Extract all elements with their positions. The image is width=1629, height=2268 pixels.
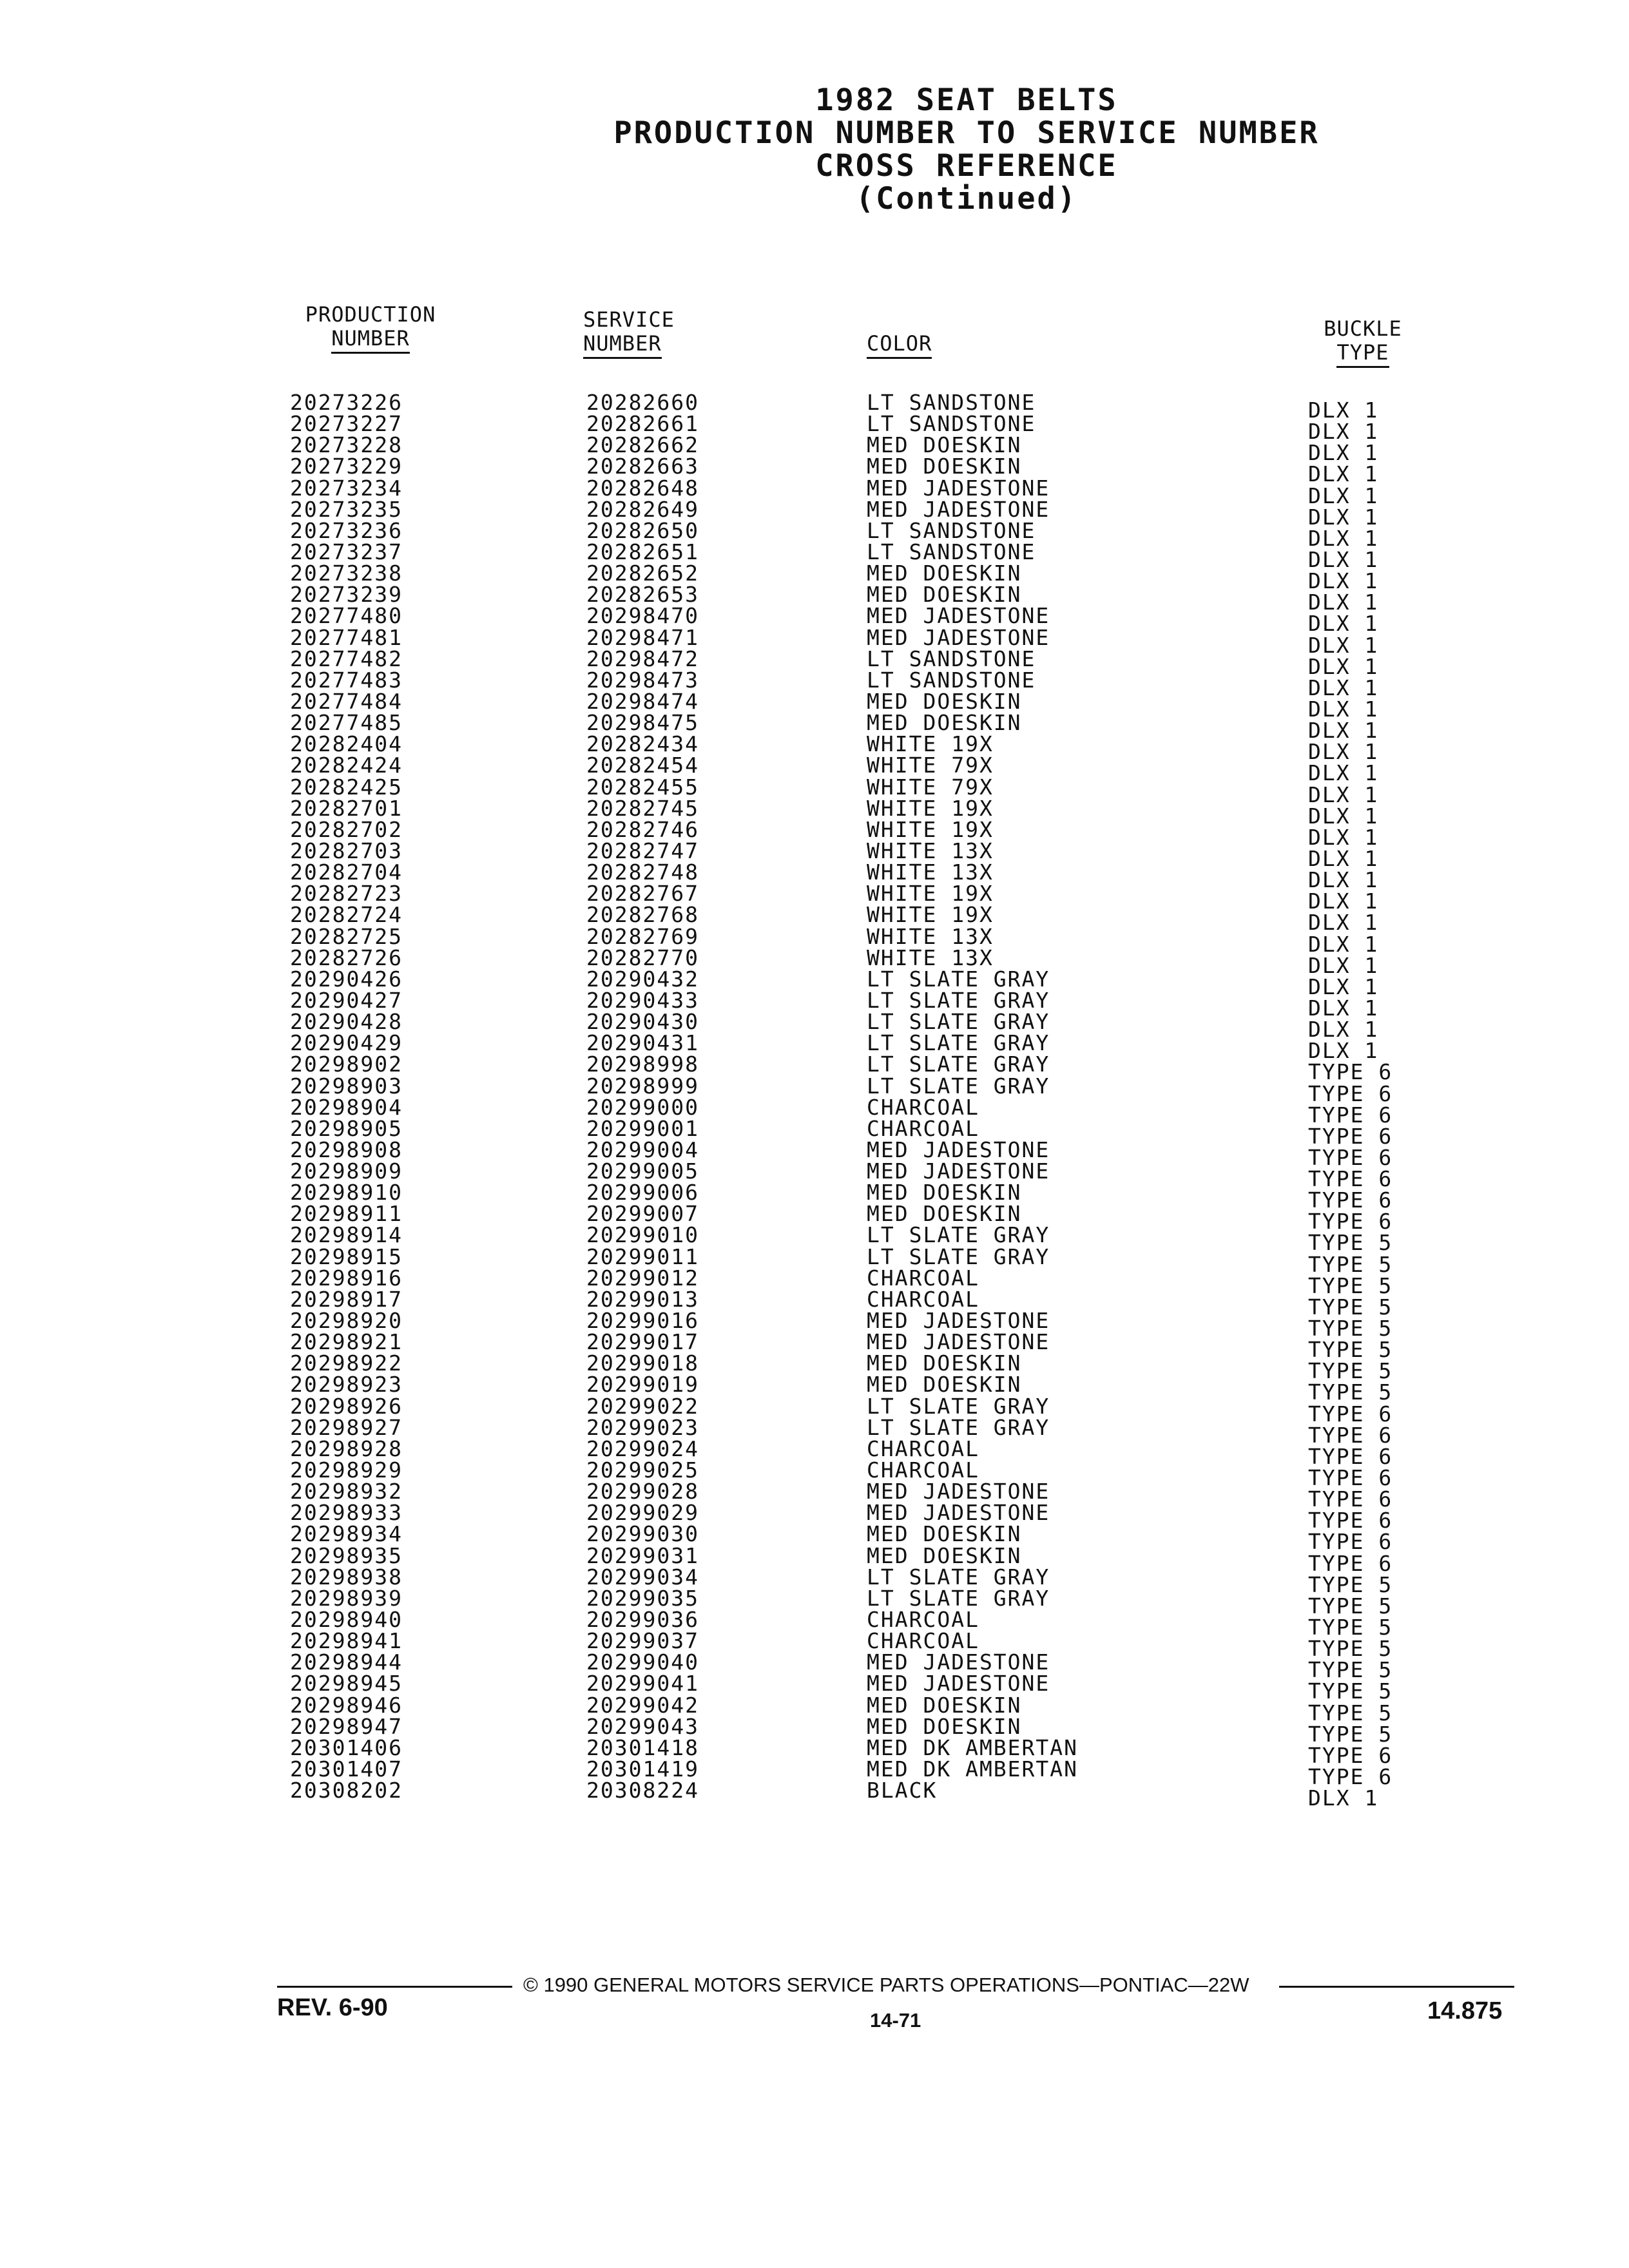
production-number-cell: 20282424 [290,753,403,778]
color-name-cell: MED JADESTONE [867,1671,1050,1696]
production-number-cell: 20273236 [290,517,403,543]
production-number-cell: 20301406 [290,1735,403,1760]
title-line-1: 1982 SEAT BELTS [815,82,1118,118]
service-number-cell: 20299023 [586,1414,699,1440]
color-name-cell: MED DOESKIN [867,1692,1022,1718]
service-number-cell: 20282648 [586,475,699,501]
production-number-cell: 20290427 [290,987,403,1013]
header-buckle [1305,317,1421,368]
service-number-cell: 20299004 [586,1137,699,1162]
service-number-cell: 20282661 [586,411,699,437]
buckle-type-cell: TYPE 5 [1308,1721,1393,1747]
production-number-cell: 20273226 [290,390,403,415]
buckle-type-cell: DLX 1 [1308,1017,1379,1043]
production-number-cell: 20282725 [290,923,403,949]
production-number-cell: 20298922 [290,1350,403,1376]
production-number-cell: 20282701 [290,795,403,821]
buckle-type-cell: DLX 1 [1308,760,1379,786]
service-number-cell: 20299043 [586,1713,699,1739]
production-number-cell: 20282404 [290,731,403,757]
buckle-type-cell: DLX 1 [1308,952,1379,978]
buckle-type-cell: DLX 1 [1308,867,1379,893]
color-name-cell: WHITE 19X [867,816,994,842]
color-name-cell: MED JADESTONE [867,1308,1050,1334]
production-number-cell: 20273239 [290,582,403,608]
buckle-type-cell: TYPE 6 [1308,1102,1393,1128]
service-number-cell: 20299042 [586,1692,699,1718]
buckle-type-cell: DLX 1 [1308,889,1379,914]
service-number-cell: 20299013 [586,1286,699,1312]
service-number-cell: 20282663 [586,454,699,479]
buckle-type-cell: TYPE 6 [1308,1123,1393,1149]
buckle-type-cell: DLX 1 [1308,1038,1379,1064]
production-number-cell: 20298903 [290,1073,403,1099]
production-number-cell: 20282425 [290,774,403,800]
title-line-4: (Continued) [855,181,1078,216]
service-number-cell: 20298471 [586,624,699,650]
service-number-column [586,392,699,1801]
footer-rule-left [277,1986,512,1988]
buckle-type-cell: TYPE 5 [1308,1294,1393,1320]
section-number: 14.875 [1427,1997,1503,2024]
buckle-type-cell: TYPE 5 [1308,1230,1393,1256]
service-number-cell: 20299035 [586,1585,699,1611]
service-number-cell: 20282769 [586,923,699,949]
production-number-cell: 20298915 [290,1244,403,1269]
service-number-cell: 20298475 [586,710,699,736]
service-number-cell: 20299017 [586,1329,699,1355]
service-number-cell: 20299001 [586,1115,699,1141]
buckle-type-cell: TYPE 6 [1308,1422,1393,1448]
production-number-cell: 20298909 [290,1158,403,1184]
production-number-cell: 20273238 [290,561,403,586]
service-number-cell: 20299022 [586,1393,699,1419]
production-number-cell: 20277482 [290,646,403,671]
service-number-cell: 20298472 [586,646,699,671]
color-name-cell: CHARCOAL [867,1628,979,1654]
copyright-text: © 1990 GENERAL MOTORS SERVICE PARTS OPERATIONS—PONTIAC—22W [523,1974,1249,1996]
service-number-cell: 20282745 [586,795,699,821]
buckle-type-cell: DLX 1 [1308,910,1379,936]
service-number-cell: 20282748 [586,860,699,885]
service-number-cell: 20282650 [586,517,699,543]
color-column [867,392,1078,1801]
color-name-cell: LT SLATE GRAY [867,1414,1050,1440]
color-name-cell: MED JADESTONE [867,1649,1050,1675]
color-name-cell: MED JADESTONE [867,1479,1050,1504]
buckle-type-cell: DLX 1 [1308,803,1379,829]
buckle-type-cell: DLX 1 [1308,782,1379,807]
header-production-line1: PRODUCTION [305,302,436,327]
color-name-cell: MED DK AMBERTAN [867,1756,1079,1782]
color-name-cell: MED JADESTONE [867,475,1050,501]
buckle-type-cell: TYPE 5 [1308,1593,1393,1619]
production-number-cell: 20298933 [290,1500,403,1526]
color-name-cell: LT SLATE GRAY [867,966,1050,992]
buckle-type-cell: TYPE 5 [1308,1700,1393,1725]
buckle-type-cell: DLX 1 [1308,653,1379,679]
footer-rule-right [1279,1986,1514,1988]
buckle-type-cell: TYPE 6 [1308,1144,1393,1170]
service-number-cell: 20282649 [586,496,699,522]
service-number-cell: 20298474 [586,688,699,714]
production-number-cell: 20298940 [290,1607,403,1633]
service-number-cell: 20299031 [586,1542,699,1568]
color-name-cell: LT SLATE GRAY [867,1585,1050,1611]
color-name-cell: MED DK AMBERTAN [867,1735,1079,1760]
header-color [867,332,996,359]
color-name-cell: LT SANDSTONE [867,411,1036,437]
service-number-cell: 20290430 [586,1009,699,1035]
service-number-cell: 20299034 [586,1564,699,1590]
service-number-cell: 20299010 [586,1222,699,1248]
buckle-type-cell: TYPE 5 [1308,1615,1393,1640]
buckle-type-cell: TYPE 6 [1308,1529,1393,1555]
production-number-cell: 20277483 [290,667,403,693]
header-service-line1: SERVICE [583,307,675,332]
color-name-cell: LT SANDSTONE [867,539,1036,564]
color-name-cell: MED JADESTONE [867,624,1050,650]
production-number-cell: 20298946 [290,1692,403,1718]
buckle-type-cell: DLX 1 [1308,483,1379,508]
production-number-cell: 20298904 [290,1094,403,1120]
color-name-cell: MED DOESKIN [867,1542,1022,1568]
production-number-cell: 20277481 [290,624,403,650]
buckle-type-column [1308,399,1393,1809]
production-number-cell: 20298938 [290,1564,403,1590]
service-number-cell: 20299006 [586,1180,699,1206]
production-number-cell: 20273228 [290,432,403,458]
color-name-cell: LT SLATE GRAY [867,1564,1050,1590]
service-number-cell: 20299040 [586,1649,699,1675]
buckle-type-cell: TYPE 5 [1308,1316,1393,1341]
color-name-cell: WHITE 13X [867,923,994,949]
service-number-cell: 20282434 [586,731,699,757]
color-name-cell: BLACK [867,1778,938,1803]
buckle-type-cell: TYPE 6 [1308,1059,1393,1085]
service-number-cell: 20298999 [586,1073,699,1099]
production-number-cell: 20298914 [290,1222,403,1248]
buckle-type-cell: DLX 1 [1308,461,1379,487]
production-number-column [290,392,403,1801]
production-number-cell: 20273235 [290,496,403,522]
document-title [451,84,1482,215]
header-color-label: COLOR [867,332,932,359]
production-number-cell: 20273229 [290,454,403,479]
color-name-cell: WHITE 13X [867,945,994,970]
header-buckle-line2: TYPE [1336,341,1389,368]
production-number-cell: 20277480 [290,603,403,629]
buckle-type-cell: DLX 1 [1308,504,1379,530]
color-name-cell: MED JADESTONE [867,1500,1050,1526]
color-name-cell: LT SLATE GRAY [867,1222,1050,1248]
production-number-cell: 20282723 [290,881,403,907]
service-number-cell: 20282746 [586,816,699,842]
service-number-cell: 20299011 [586,1244,699,1269]
color-name-cell: LT SLATE GRAY [867,1052,1050,1077]
production-number-cell: 20298928 [290,1436,403,1461]
production-number-cell: 20298926 [290,1393,403,1419]
production-number-cell: 20298920 [290,1308,403,1334]
service-number-cell: 20298473 [586,667,699,693]
buckle-type-cell: TYPE 5 [1308,1379,1393,1405]
service-number-cell: 20308224 [586,1778,699,1803]
color-name-cell: MED JADESTONE [867,1158,1050,1184]
color-name-cell: CHARCOAL [867,1286,979,1312]
color-name-cell: CHARCOAL [867,1265,979,1291]
color-name-cell: MED DOESKIN [867,1180,1022,1206]
service-number-cell: 20298470 [586,603,699,629]
production-number-cell: 20298917 [290,1286,403,1312]
production-number-cell: 20308202 [290,1778,403,1803]
header-production-line2: NUMBER [331,327,410,354]
header-service-line2: NUMBER [583,332,662,359]
color-name-cell: LT SLATE GRAY [867,1073,1050,1099]
buckle-type-cell: TYPE 5 [1308,1571,1393,1597]
color-name-cell: MED DOESKIN [867,688,1022,714]
production-number-cell: 20282724 [290,902,403,928]
color-name-cell: LT SLATE GRAY [867,1244,1050,1269]
color-name-cell: WHITE 19X [867,881,994,907]
buckle-type-cell: DLX 1 [1308,696,1379,722]
page-number: 14-71 [870,2009,921,2032]
service-number-cell: 20299037 [586,1628,699,1654]
buckle-type-cell: DLX 1 [1308,974,1379,999]
buckle-type-cell: TYPE 5 [1308,1273,1393,1298]
color-name-cell: MED DOESKIN [867,454,1022,479]
service-number-cell: 20282454 [586,753,699,778]
color-name-cell: MED JADESTONE [867,496,1050,522]
service-number-cell: 20301418 [586,1735,699,1760]
color-name-cell: LT SANDSTONE [867,517,1036,543]
buckle-type-cell: TYPE 5 [1308,1337,1393,1363]
title-line-2: PRODUCTION NUMBER TO SERVICE NUMBER [613,115,1320,151]
production-number-cell: 20298923 [290,1372,403,1398]
service-number-cell: 20282768 [586,902,699,928]
production-number-cell: 20298945 [290,1671,403,1696]
title-line-3: CROSS REFERENCE [815,148,1118,184]
color-name-cell: CHARCOAL [867,1607,979,1633]
service-number-cell: 20299030 [586,1521,699,1547]
color-name-cell: MED DOESKIN [867,710,1022,736]
service-number-cell: 20299029 [586,1500,699,1526]
color-name-cell: MED JADESTONE [867,1329,1050,1355]
color-name-cell: MED DOESKIN [867,1521,1022,1547]
service-number-cell: 20282662 [586,432,699,458]
color-name-cell: MED DOESKIN [867,1201,1022,1227]
service-number-cell: 20282652 [586,561,699,586]
color-name-cell: MED DOESKIN [867,1713,1022,1739]
color-name-cell: WHITE 19X [867,902,994,928]
color-name-cell: MED DOESKIN [867,1372,1022,1398]
color-name-cell: LT SLATE GRAY [867,1393,1050,1419]
color-name-cell: MED JADESTONE [867,603,1050,629]
buckle-type-cell: DLX 1 [1308,525,1379,551]
production-number-cell: 20298911 [290,1201,403,1227]
buckle-type-cell: TYPE 5 [1308,1678,1393,1704]
buckle-type-cell: TYPE 6 [1308,1465,1393,1491]
service-number-cell: 20290431 [586,1030,699,1056]
color-name-cell: WHITE 13X [867,860,994,885]
production-number-cell: 20298939 [290,1585,403,1611]
production-number-cell: 20290426 [290,966,403,992]
production-number-cell: 20282702 [290,816,403,842]
production-number-cell: 20298944 [290,1649,403,1675]
production-number-cell: 20298905 [290,1115,403,1141]
buckle-type-cell: TYPE 6 [1308,1443,1393,1469]
buckle-type-cell: DLX 1 [1308,611,1379,637]
header-production [284,303,458,354]
buckle-type-cell: TYPE 6 [1308,1764,1393,1789]
production-number-cell: 20298935 [290,1542,403,1568]
service-number-cell: 20299024 [586,1436,699,1461]
header-buckle-line1: BUCKLE [1324,316,1402,341]
service-number-cell: 20282770 [586,945,699,970]
color-name-cell: MED DOESKIN [867,582,1022,608]
color-name-cell: WHITE 19X [867,795,994,821]
buckle-type-cell: TYPE 5 [1308,1358,1393,1384]
service-number-cell: 20282747 [586,838,699,863]
production-number-cell: 20298908 [290,1137,403,1162]
color-name-cell: MED DOESKIN [867,561,1022,586]
production-number-cell: 20282704 [290,860,403,885]
production-number-cell: 20298927 [290,1414,403,1440]
service-number-cell: 20299041 [586,1671,699,1696]
buckle-type-cell: TYPE 5 [1308,1636,1393,1662]
buckle-type-cell: DLX 1 [1308,824,1379,850]
service-number-cell: 20298998 [586,1052,699,1077]
service-number-cell: 20282653 [586,582,699,608]
service-number-cell: 20299028 [586,1479,699,1504]
color-name-cell: LT SANDSTONE [867,390,1036,415]
buckle-type-cell: TYPE 6 [1308,1081,1393,1106]
production-number-cell: 20298934 [290,1521,403,1547]
production-number-cell: 20301407 [290,1756,403,1782]
buckle-type-cell: DLX 1 [1308,718,1379,744]
buckle-type-cell: DLX 1 [1308,590,1379,615]
buckle-type-cell: TYPE 5 [1308,1251,1393,1277]
buckle-type-cell: TYPE 5 [1308,1657,1393,1683]
production-number-cell: 20282726 [290,945,403,970]
production-number-cell: 20298932 [290,1479,403,1504]
production-number-cell: 20277484 [290,688,403,714]
service-number-cell: 20299019 [586,1372,699,1398]
production-number-cell: 20298929 [290,1457,403,1483]
service-number-cell: 20282660 [586,390,699,415]
buckle-type-cell: TYPE 6 [1308,1187,1393,1213]
buckle-type-cell: DLX 1 [1308,1785,1379,1811]
service-number-cell: 20299018 [586,1350,699,1376]
color-name-cell: LT SANDSTONE [867,646,1036,671]
color-name-cell: LT SLATE GRAY [867,1009,1050,1035]
production-number-cell: 20298916 [290,1265,403,1291]
production-number-cell: 20290429 [290,1030,403,1056]
buckle-type-cell: DLX 1 [1308,675,1379,700]
color-name-cell: LT SLATE GRAY [867,1030,1050,1056]
color-name-cell: CHARCOAL [867,1094,979,1120]
service-number-cell: 20299036 [586,1607,699,1633]
buckle-type-cell: DLX 1 [1308,739,1379,765]
color-name-cell: WHITE 79X [867,753,994,778]
production-number-cell: 20298902 [290,1052,403,1077]
production-number-cell: 20298941 [290,1628,403,1654]
buckle-type-cell: DLX 1 [1308,419,1379,445]
color-name-cell: CHARCOAL [867,1457,979,1483]
service-number-cell: 20282767 [586,881,699,907]
service-number-cell: 20299000 [586,1094,699,1120]
production-number-cell: 20282703 [290,838,403,863]
service-number-cell: 20299005 [586,1158,699,1184]
color-name-cell: MED JADESTONE [867,1137,1050,1162]
color-name-cell: WHITE 79X [867,774,994,800]
color-name-cell: LT SLATE GRAY [867,987,1050,1013]
buckle-type-cell: TYPE 6 [1308,1508,1393,1533]
buckle-type-cell: TYPE 6 [1308,1209,1393,1235]
production-number-cell: 20298910 [290,1180,403,1206]
color-name-cell: LT SANDSTONE [867,667,1036,693]
service-number-cell: 20290433 [586,987,699,1013]
buckle-type-cell: DLX 1 [1308,995,1379,1021]
color-name-cell: CHARCOAL [867,1115,979,1141]
buckle-type-cell: TYPE 6 [1308,1550,1393,1576]
buckle-type-cell: DLX 1 [1308,568,1379,594]
buckle-type-cell: DLX 1 [1308,845,1379,871]
buckle-type-cell: DLX 1 [1308,632,1379,658]
production-number-cell: 20273234 [290,475,403,501]
service-number-cell: 20299016 [586,1308,699,1334]
header-service [583,308,712,359]
service-number-cell: 20299012 [586,1265,699,1291]
production-number-cell: 20273227 [290,411,403,437]
buckle-type-cell: TYPE 6 [1308,1486,1393,1512]
buckle-type-cell: TYPE 6 [1308,1166,1393,1192]
color-name-cell: WHITE 13X [867,838,994,863]
production-number-cell: 20273237 [290,539,403,564]
service-number-cell: 20282651 [586,539,699,564]
production-number-cell: 20277485 [290,710,403,736]
buckle-type-cell: DLX 1 [1308,440,1379,466]
production-number-cell: 20290428 [290,1009,403,1035]
buckle-type-cell: DLX 1 [1308,398,1379,423]
color-name-cell: CHARCOAL [867,1436,979,1461]
color-name-cell: WHITE 19X [867,731,994,757]
buckle-type-cell: DLX 1 [1308,931,1379,957]
color-name-cell: MED DOESKIN [867,1350,1022,1376]
revision-label: REV. 6-90 [277,1994,388,2021]
service-number-cell: 20282455 [586,774,699,800]
service-number-cell: 20301419 [586,1756,699,1782]
service-number-cell: 20299007 [586,1201,699,1227]
color-name-cell: MED DOESKIN [867,432,1022,458]
production-number-cell: 20298921 [290,1329,403,1355]
production-number-cell: 20298947 [290,1713,403,1739]
buckle-type-cell: TYPE 6 [1308,1742,1393,1768]
buckle-type-cell: TYPE 6 [1308,1401,1393,1427]
buckle-type-cell: DLX 1 [1308,546,1379,572]
service-number-cell: 20290432 [586,966,699,992]
service-number-cell: 20299025 [586,1457,699,1483]
